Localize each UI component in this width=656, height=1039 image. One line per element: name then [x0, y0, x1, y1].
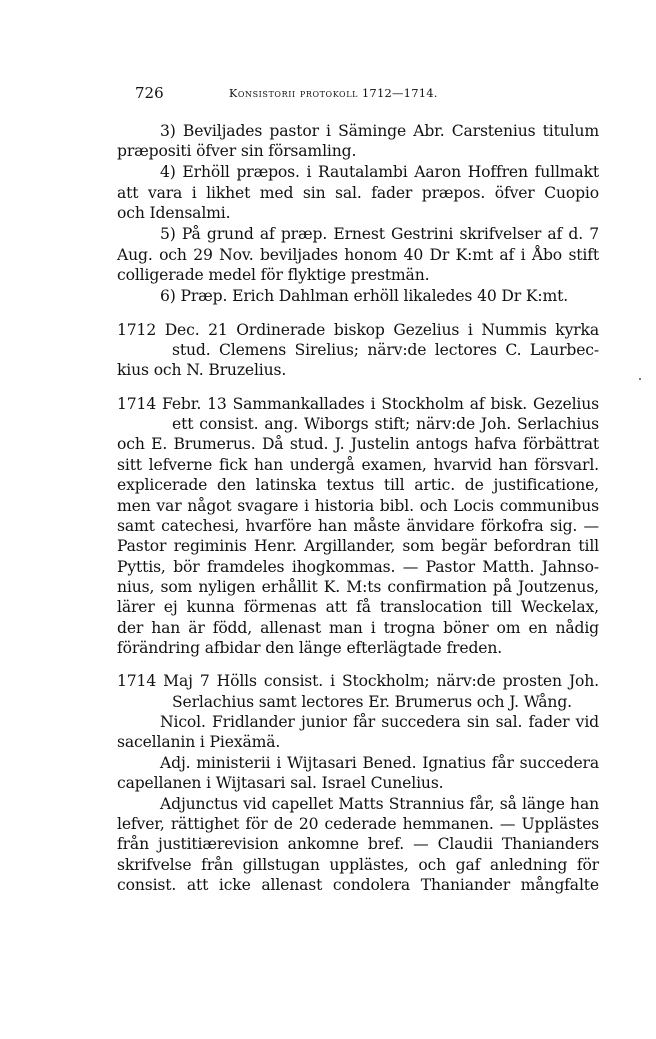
text-line: Nicol. Fridlander junior får succedera sin sal. fader vid: [160, 713, 599, 731]
text-line: sitt lefverne fick han undergå examen, hvarvid han försvarl.: [117, 456, 599, 474]
text-line: från justitiærevision ankomne bref. — Claudii Thanianders: [117, 835, 599, 853]
text-line: Adj. ministerii i Wijtasari Bened. Ignatius får succedera: [160, 754, 599, 772]
text-line: 1714 Maj 7 Hölls consist. i Stockholm; närv:de prosten Joh.: [117, 672, 599, 690]
text-line: consist. att icke allenast condolera Thaniander mångfalte: [117, 876, 599, 894]
text-line: sacellanin i Piexämä.: [117, 733, 281, 751]
text-line: skrifvelse från gillstugan upplästes, och gaf anledning för: [117, 856, 599, 874]
running-title-years: 1712—1714.: [361, 86, 438, 100]
text-line: Adjunctus vid capellet Matts Strannius får, så länge han: [160, 795, 599, 813]
text-line: Serlachius samt lectores Er. Brumerus och J. Wång.: [172, 693, 572, 711]
text-line: samt catechesi, hvarföre han måste änvidare förkofra sig. —: [117, 517, 599, 535]
text-line: kius och N. Bruzelius.: [117, 361, 287, 379]
text-line: att vara i likhet med sin sal. fader præpos. öfver Cuopio: [117, 184, 599, 202]
text-line: 5) På grund af præp. Ernest Gestrini skrifvelser af d. 7: [160, 225, 599, 243]
running-title-text: Konsistorii protokoll: [229, 87, 359, 100]
text-line: men var något svagare i historia bibl. och Locis communibus: [117, 497, 599, 515]
margin-speck: [639, 378, 641, 380]
page-number: 726: [135, 84, 164, 102]
text-line: Aug. och 29 Nov. beviljades honom 40 Dr K:mt af i Åbo stift: [117, 246, 599, 264]
text-line: och E. Brumerus. Då stud. J. Justelin antogs hafva förbättrat: [117, 435, 599, 453]
text-line: ett consist. ang. Wiborgs stift; närv:de Joh. Serlachius: [172, 415, 599, 433]
text-line: nius, som nyligen erhållit K. M:ts confirmation på Joutzenus,: [117, 578, 599, 596]
page-header: [135, 84, 605, 106]
text-line: præpositi öfver sin församling.: [117, 142, 357, 160]
text-line: der han är född, allenast man i trogna böner om en nådig: [117, 619, 599, 637]
text-line: 1712 Dec. 21 Ordinerade biskop Gezelius i Nummis kyrka: [117, 321, 599, 339]
text-line: 4) Erhöll præpos. i Rautalambi Aaron Hoffren fullmakt: [160, 163, 599, 181]
text-line: 3) Beviljades pastor i Säminge Abr. Carstenius titulum: [160, 122, 599, 140]
text-line: 1714 Febr. 13 Sammankallades i Stockholm af bisk. Gezelius: [117, 395, 599, 413]
text-line: Pastor regiminis Henr. Argillander, som begär befordran till: [117, 537, 599, 555]
text-line: colligerade medel för flyktige prestmän.: [117, 266, 430, 284]
text-line: lärer ej kunna förmenas att få translocation till Weckelax,: [117, 598, 599, 616]
text-line: lefver, rättighet för de 20 cederade hemmanen. — Upplästes: [117, 815, 599, 833]
text-line: förändring afbidar den länge efterlägtade freden.: [117, 639, 503, 657]
text-line: 6) Præp. Erich Dahlman erhöll likaledes 40 Dr K:mt.: [160, 287, 569, 305]
text-line: Pyttis, bör framdeles ihogkommas. — Pastor Matth. Jahnso-: [117, 558, 599, 576]
text-line: och Idensalmi.: [117, 204, 231, 222]
text-line: capellanen i Wijtasari sal. Israel Cunelius.: [117, 774, 444, 792]
text-line: stud. Clemens Sirelius; närv:de lectores C. Laurbec-: [172, 341, 599, 359]
running-title: [229, 86, 438, 100]
text-line: explicerade den latinska textus till artic. de justificatione,: [117, 476, 599, 494]
